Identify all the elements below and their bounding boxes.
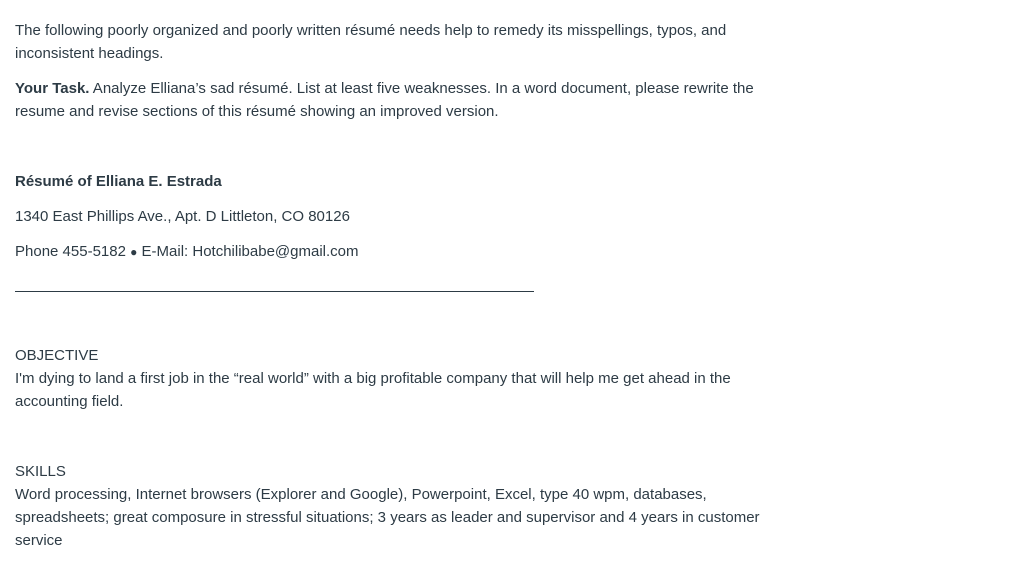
- skills-text: Word processing, Internet browsers (Explorer and Google), Powerpoint, Excel, type 40 wpm, databases, spreadsheets; great composure in stressful situations; 3 years as leader and supervisor and 4 years in customer service: [15, 486, 760, 549]
- task-label: Your Task.: [15, 80, 90, 97]
- task-paragraph: [15, 77, 760, 123]
- objective-text: I'm dying to land a first job in the “real world” with a big profitable company that will help me get ahead in the accounting field.: [15, 370, 731, 410]
- task-text: Analyze Elliana’s sad résumé. List at least five weaknesses. In a word document, please rewrite the resume and revise sections of this résumé showing an improved version.: [15, 80, 754, 120]
- resume-phone: Phone 455-5182: [15, 243, 126, 260]
- resume-email: E-Mail: Hotchilibabe@gmail.com: [141, 243, 359, 260]
- resume-address: 1340 East Phillips Ave., Apt. D Littleton, CO 80126: [15, 208, 350, 225]
- resume-contact-line: [15, 240, 359, 264]
- objective-section: [15, 344, 760, 413]
- objective-heading: OBJECTIVE: [15, 347, 99, 364]
- intro-paragraph: The following poorly organized and poorly written résumé needs help to remedy its misspellings, typos, and inconsistent headings.: [15, 22, 727, 62]
- bullet-separator: ●: [130, 245, 138, 259]
- skills-section: [15, 460, 767, 552]
- resume-title: Résumé of Elliana E. Estrada: [15, 173, 222, 190]
- skills-heading: SKILLS: [15, 463, 66, 480]
- horizontal-rule: [15, 291, 534, 292]
